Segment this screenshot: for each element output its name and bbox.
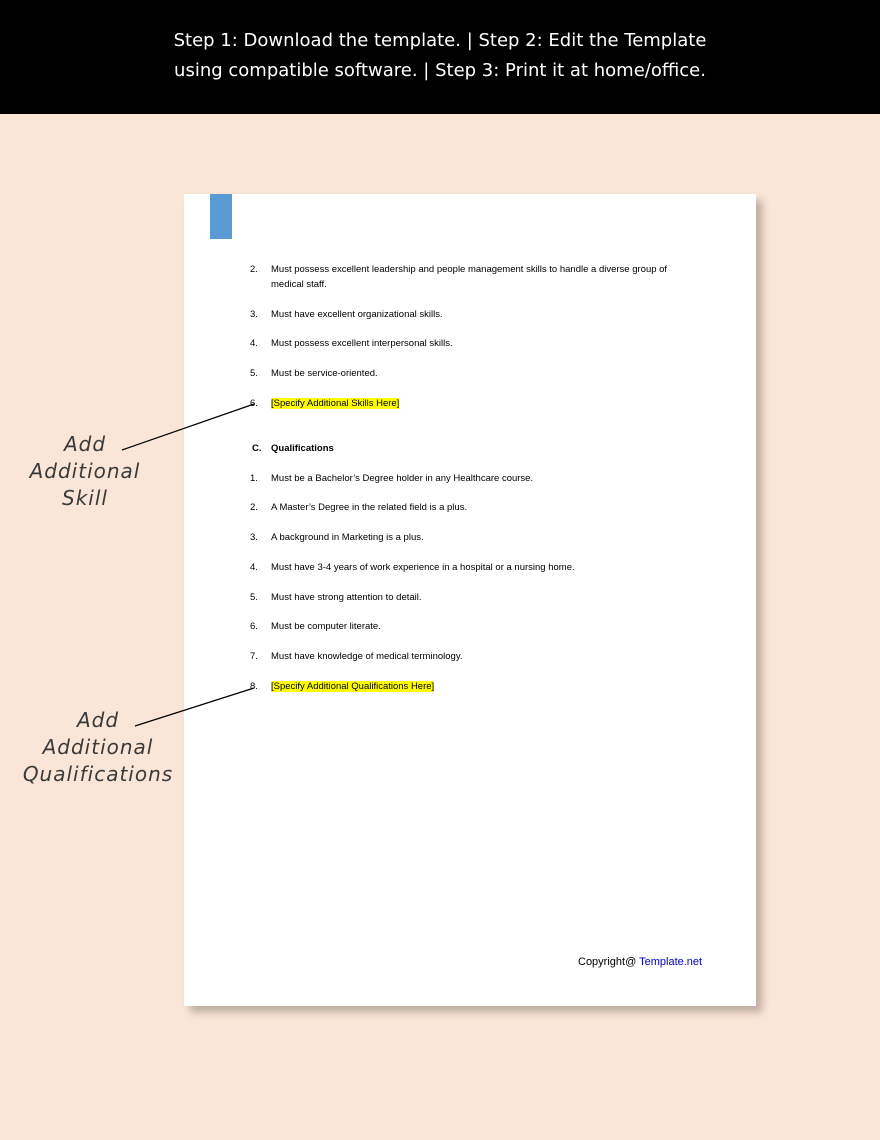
annotation-line: Qualifications xyxy=(22,762,174,786)
list-text: Must have 3-4 years of work experience in a hospital or a nursing home. xyxy=(271,562,575,573)
list-number: 4. xyxy=(250,562,258,573)
list-number: 7. xyxy=(250,651,258,662)
list-text: A background in Marketing is a plus. xyxy=(271,532,424,543)
banner-line-2: using compatible software. | Step 3: Print it at home/office. xyxy=(174,60,706,81)
list-number: 2. xyxy=(250,264,258,275)
placeholder-additional-qualifications[interactable]: [Specify Additional Qualifications Here] xyxy=(271,681,435,692)
list-number: 3. xyxy=(250,532,258,543)
annotation-add-qualifications xyxy=(14,707,182,788)
list-text: Must have strong attention to detail. xyxy=(271,592,422,603)
section-title: Qualifications xyxy=(271,443,334,454)
list-text: Must be computer literate. xyxy=(271,621,381,632)
annotation-add-skill xyxy=(14,431,156,512)
list-number: 6. xyxy=(250,621,258,632)
annotation-line: Additional xyxy=(42,735,154,759)
list-number: 6. xyxy=(250,398,258,409)
annotation-line: Additional xyxy=(29,459,141,483)
annotation-line: Skill xyxy=(62,486,108,510)
annotation-line: Add xyxy=(76,708,120,732)
annotation-line: Add xyxy=(63,432,107,456)
list-text: Must be a Bachelor’s Degree holder in any Healthcare course. xyxy=(271,473,534,484)
list-text: Must be service-oriented. xyxy=(271,368,378,379)
banner-line-1: Step 1: Download the template. | Step 2: Edit the Template xyxy=(173,30,707,51)
section-letter: C. xyxy=(252,443,262,454)
list-number: 2. xyxy=(250,502,258,513)
list-number: 8. xyxy=(250,681,258,692)
list-text: A Master’s Degree in the related field is a plus. xyxy=(271,502,468,513)
list-text: Must possess excellent interpersonal skills. xyxy=(271,338,453,349)
list-text: Must possess excellent leadership and people management skills to handle a diverse group of medical staff. xyxy=(271,264,668,290)
list-number: 3. xyxy=(250,309,258,320)
list-number: 4. xyxy=(250,338,258,349)
placeholder-additional-skills[interactable]: [Specify Additional Skills Here] xyxy=(271,398,400,409)
copyright-text: Copyright@ xyxy=(578,956,640,968)
list-text: Must have excellent organizational skills. xyxy=(271,309,443,320)
list-text: Must have knowledge of medical terminology. xyxy=(271,651,463,662)
list-number: 5. xyxy=(250,368,258,379)
template-net-link[interactable]: Template.net xyxy=(639,956,703,968)
list-number: 5. xyxy=(250,592,258,603)
list-number: 1. xyxy=(250,473,258,484)
